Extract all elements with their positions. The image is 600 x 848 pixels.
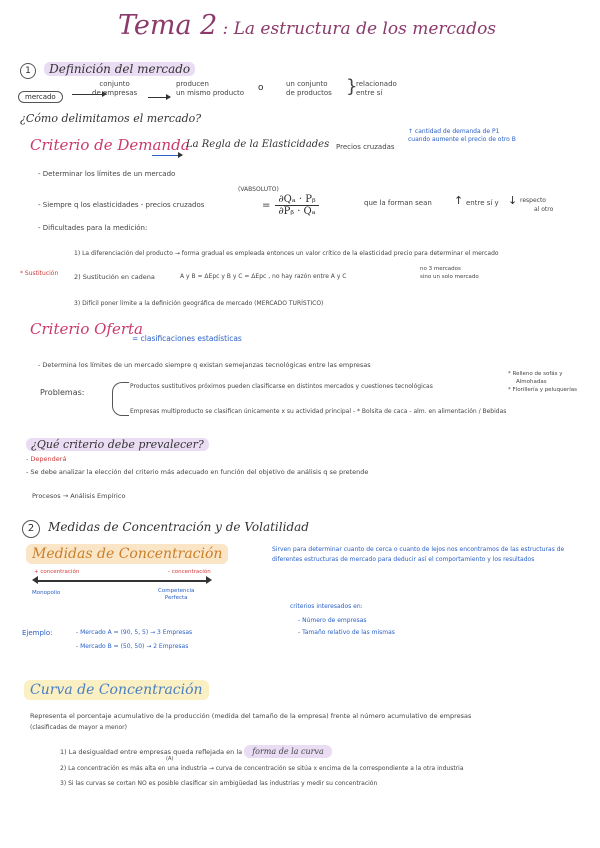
criterio-oferta-title: Criterio Oferta — [30, 320, 143, 338]
criterio-prevalecer-title: ¿Qué criterio debe prevalecer? — [26, 438, 209, 451]
curva-item-1: 1) La desigualdad entre empresas queda reflejada en la forma de la curva — [60, 747, 332, 756]
arrow-right-icon — [206, 576, 212, 584]
arrow-icon — [152, 145, 182, 164]
section-title: Definición del mercado — [44, 62, 195, 76]
ejemplo-1: - Mercado A = (90, 5, 5) → 3 Empresas — [76, 629, 193, 636]
concentration-scale — [36, 580, 208, 582]
curva-concentracion-title: Curva de Concentración — [24, 680, 209, 700]
section-1-heading — [20, 58, 195, 79]
scale-more: + concentración — [34, 569, 80, 575]
note-cantidad: ↑ cantidad de demanda de P1 cuando aumente el precio de otro B — [408, 128, 516, 143]
scale-competencia: Competencia Perfecta — [158, 588, 195, 601]
brace-icon: } — [346, 76, 358, 97]
def-producen: producen un mismo producto — [176, 80, 245, 97]
curva-item-3: 3) Si las curvas se cortan NO es posible clasificar sin ambigüedad las industrias y medir su concentración — [60, 780, 378, 787]
elasticity-formula: = $\frac{\text{∂Qₐ · Pᵦ}}{\text{∂Pᵦ · Qₐ}}$ — [262, 194, 319, 217]
dificultad-2-note: no 3 mercados sino un solo mercado — [420, 266, 479, 280]
section-number: 1 — [20, 63, 36, 79]
section-2-heading — [22, 516, 309, 538]
title-main: Tema 2 — [118, 10, 218, 41]
dificultad-3: 3) Difícil poner límite a la definición geográfica de mercado (MERCADO TURÍSTICO) — [74, 300, 324, 307]
bullet-dificultades: - Dificultades para la medición: — [38, 224, 148, 232]
regla-elasticidades: La Regla de la Elasticidades — [186, 139, 330, 150]
question-delimit: ¿Cómo delimitamos el mercado? — [20, 112, 202, 125]
precios-cruzadas: Precios cruzadas — [336, 143, 395, 151]
def-or: o — [258, 83, 264, 93]
bullet-siempre: - Siempre q los elasticidades - precios cruzados — [38, 201, 205, 209]
procesos-empirico: Procesos → Análisis Empírico — [32, 492, 126, 500]
criterios-title: criterios interesados en: — [290, 603, 363, 610]
problema-2: Empresas multiproducto se clasifican únicamente x su actividad principal - * Bolsita de caca - alm. en alimentación / Bebidas — [130, 408, 507, 415]
medidas-concentracion-title: Medidas de Concentración — [26, 544, 228, 564]
entre-si: entre sí y — [466, 199, 499, 207]
problema-1-note: * Relleno de sofás y Almohadas * Florillería y peluquerías — [508, 371, 577, 393]
curva-item-2-sup: (A) — [166, 756, 174, 762]
mercado-pill: mercado — [18, 91, 63, 103]
page-title — [118, 10, 496, 41]
vabsoluto-label: (VABSOLUTO) — [238, 186, 279, 193]
arrow-left-icon — [32, 576, 38, 584]
scale-monopolio: Monopolio — [32, 590, 61, 596]
oferta-determina: - Determina los límites de un mercado siempre q existan semejanzas tecnológicas entre las empresas — [38, 361, 371, 369]
dificultad-1: 1) La diferenciación del producto → forma gradual es empleada entonces un valor crítico de la elasticidad precio para determinar el mercado — [74, 250, 499, 257]
ejemplo-2: - Mercado B = (50, 50) → 2 Empresas — [76, 643, 189, 650]
curva-definition-2: (clasificadas de mayor a menor) — [30, 724, 127, 731]
def-conjunto-productos: un conjunto de productos — [286, 80, 332, 97]
analizar-criterio: - Se debe analizar la elección del criterio más adecuado en función del objetivo de análisis q se pretende — [26, 468, 369, 476]
clasificaciones-estadisticas: = clasificaciones estadísticas — [132, 334, 242, 343]
curva-item-2: 2) La concentración es más alta en una industria → curva de concentración se sitúa x encima de la correspondiente a la otra industria — [60, 765, 464, 772]
dificultad-2-eq: A y B = ΔEpc y B y C = ΔEpc , no hay razón entre A y C — [180, 273, 347, 280]
curva-definition: Representa el porcentaje acumulativo de la producción (medida del tamaño de la empresa) frente al número acumulativo de empresas — [30, 712, 472, 720]
def-relacionado: relacionado entre sí — [356, 80, 397, 97]
ejemplo-label: Ejemplo: — [22, 629, 53, 637]
depende: - Dependerá — [26, 455, 67, 463]
dificultad-2: 2) Sustitución en cadena — [74, 273, 155, 281]
section-number: 2 — [22, 520, 40, 538]
section-title: Medidas de Concentración y de Volatilidad — [48, 520, 309, 534]
arrow-down-icon: ↓ — [508, 194, 518, 207]
def-conjunto: conjunto de empresas — [92, 80, 138, 97]
que-forman: que la forman sean — [364, 199, 432, 207]
title-sub: : La estructura de los mercados — [222, 19, 497, 39]
bullet-determinar: - Determinar los límites de un mercado — [38, 170, 176, 178]
scale-less: - concentración — [168, 569, 211, 575]
problemas-label: Problemas: — [40, 388, 85, 397]
sustitucion-label: * Sustitución — [20, 270, 59, 277]
arrow-icon — [148, 87, 170, 106]
criterio-demanda-title: Criterio de Demanda — [30, 136, 190, 154]
medidas-note: Sirven para determinar cuanto de cerca o cuanto de lejos nos encontramos de las estructuras de diferentes estructuras de mercado para deducir así el comportamiento y los resultados — [272, 546, 565, 563]
arrow-up-icon: ↑ — [454, 194, 464, 207]
respecto-otro: respecto al otro — [520, 197, 554, 213]
criterios-list: - Número de empresas - Tamaño relativo de las mismas — [298, 617, 395, 636]
problemas-bracket — [112, 382, 129, 416]
problema-1: Productos sustitutivos próximos pueden clasificarse en distintos mercados y cuestiones tecnológicas — [130, 383, 433, 390]
